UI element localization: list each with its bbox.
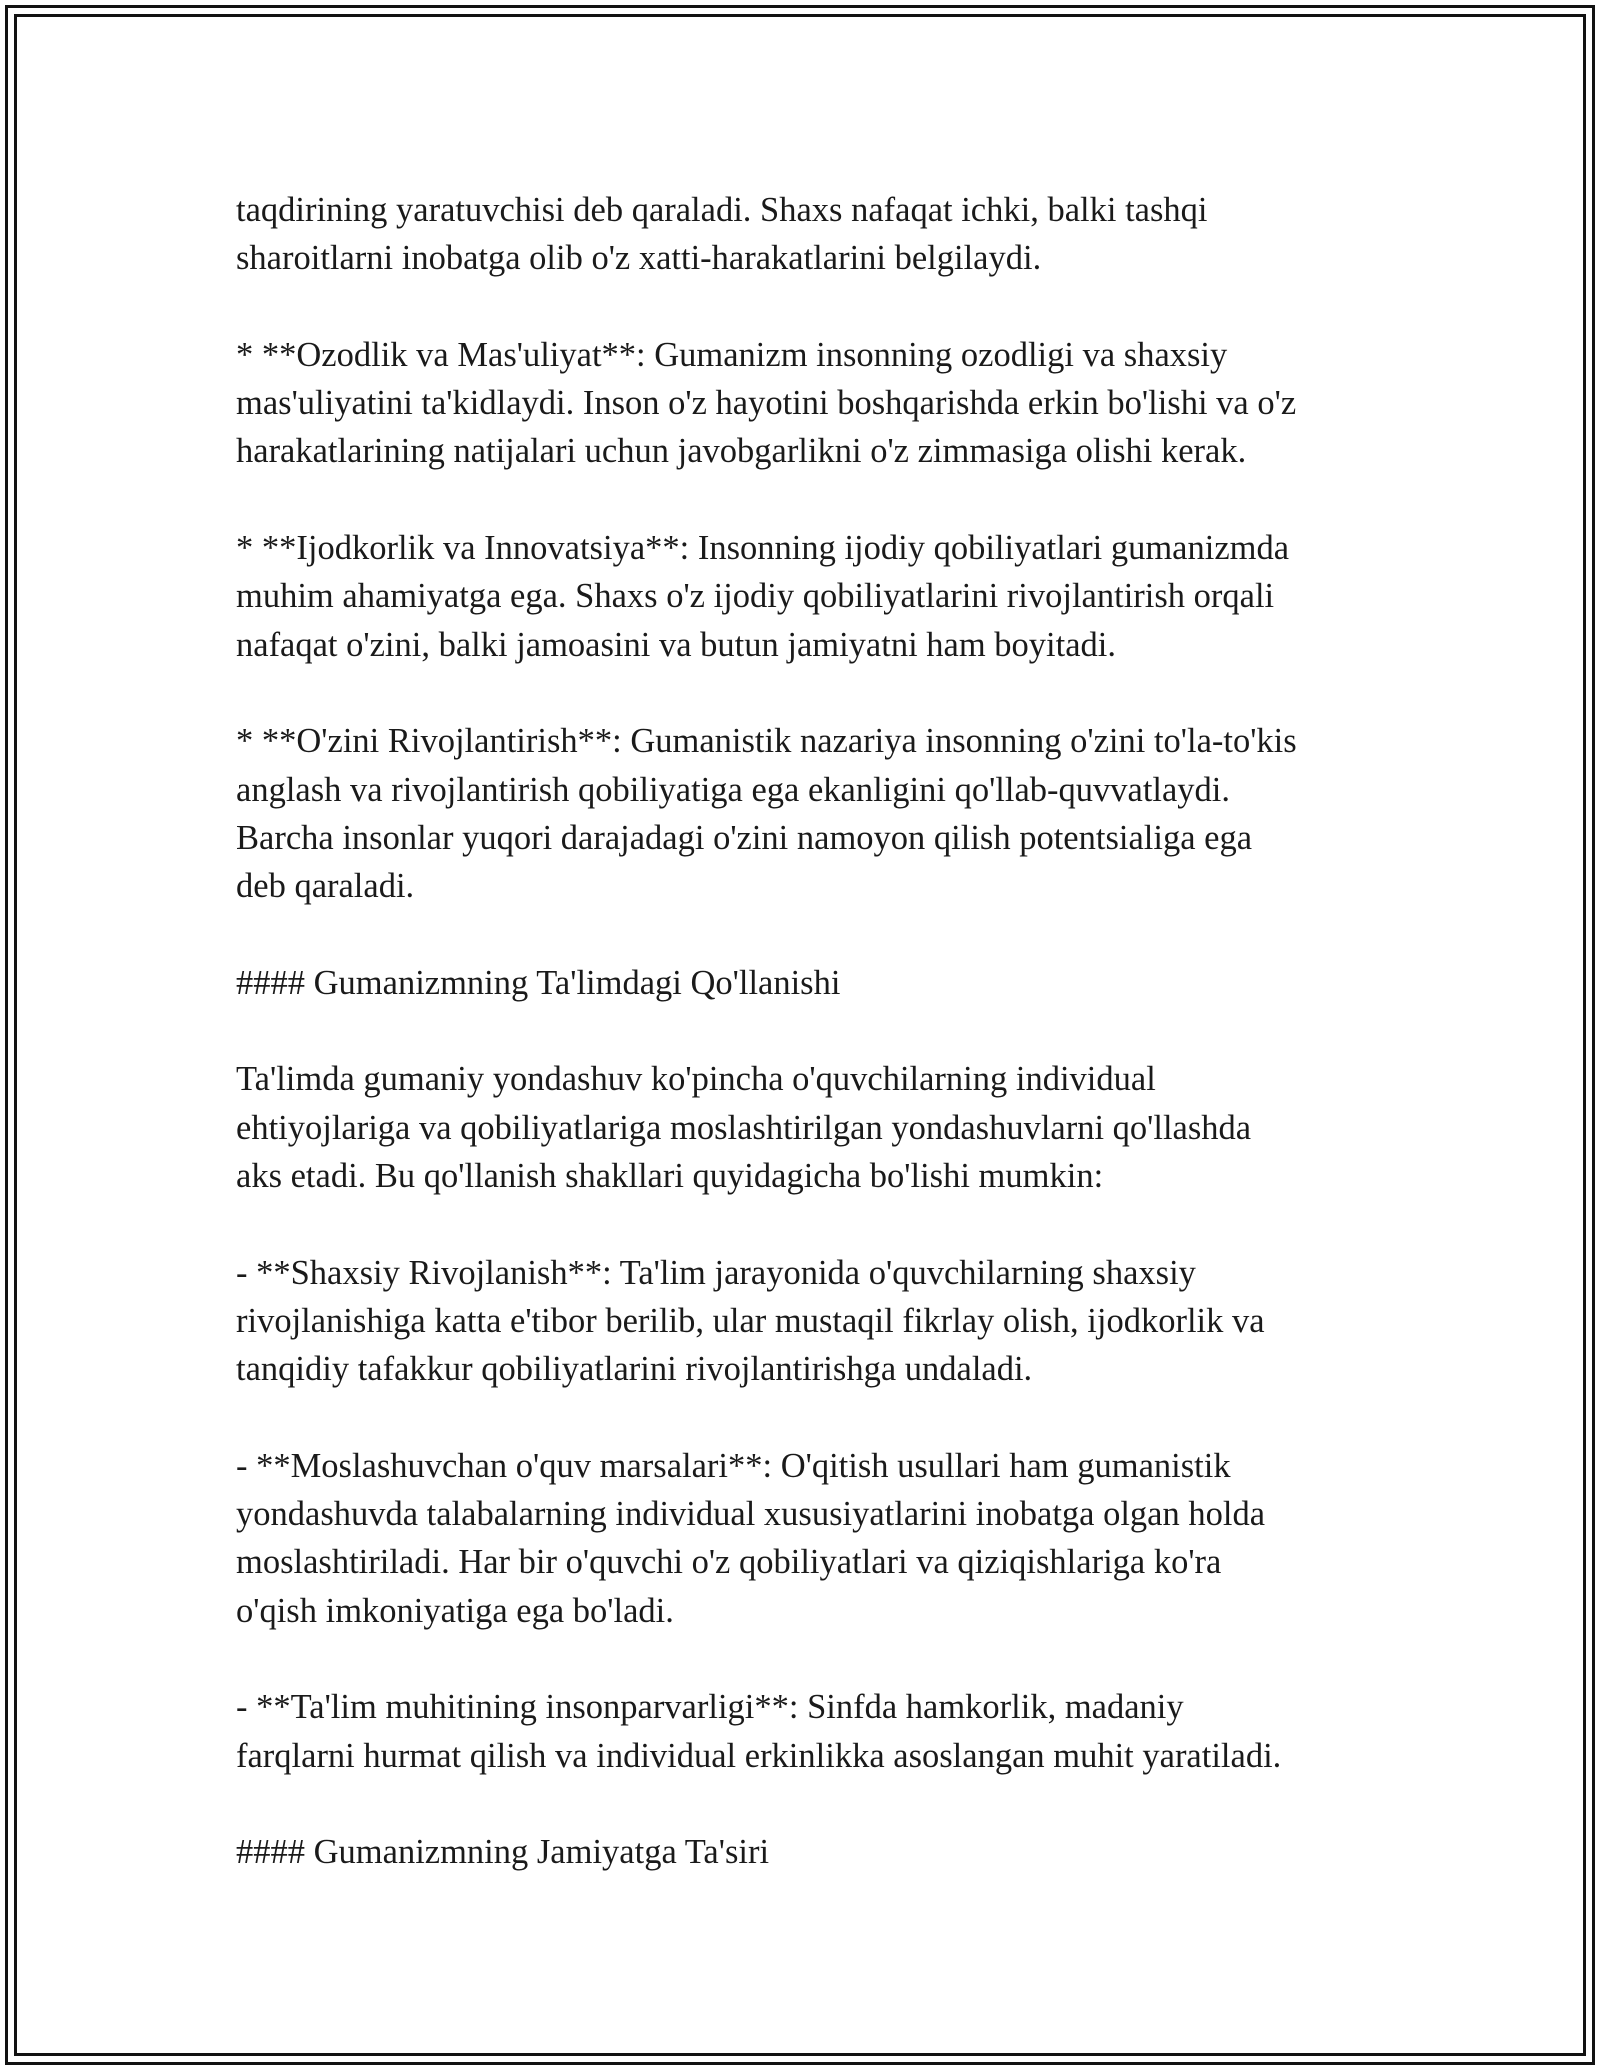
list-item-talim-muhiti: - **Ta'lim muhitining insonparvarligi**: Sinfda hamkorlik, madaniy farqlarni hurmat qilish va individual erkinlikka asoslangan muhit yaratiladi. xyxy=(236,1688,1282,1775)
section-heading-jamiyat: #### Gumanizmning Jamiyatga Ta'siri xyxy=(236,1833,770,1872)
list-item-ijodkorlik: * **Ijodkorlik va Innovatsiya**: Insonning ijodiy qobiliyatlari gumanizmda muhim ahamiyatga ega. Shaxs o'z ijodiy qobiliyatlarini rivojlantirish orqali nafaqat o'zini, balki jamoasini va butun jamiyatni ham boyitadi. xyxy=(236,529,1290,664)
paragraph-intro-continuation: taqdirining yaratuvchisi deb qaraladi. Shaxs nafaqat ichki, balki tashqi sharoitlarni inobatga olib o'z xatti-harakatlarini belgilaydi. xyxy=(236,191,1208,278)
paragraph-talim-intro: Ta'limda gumaniy yondashuv ko'pincha o'quvchilarning individual ehtiyojlariga va qobiliyatlariga moslashtirilgan yondashuvlarni qo'llashda aks etadi. Bu qo'llanish shakllari quyidagicha bo'lishi mumkin: xyxy=(236,1060,1252,1195)
document-body xyxy=(236,186,1386,1925)
list-item-ozodlik: * **Ozodlik va Mas'uliyat**: Gumanizm insonning ozodligi va shaxsiy mas'uliyatini ta'kidlaydi. Inson o'z hayotini boshqarishda erkin bo'lishi va o'z harakatlarining natijalari uchun javobgarlikni o'z zimmasiga olishi kerak. xyxy=(236,335,1297,471)
list-item-moslashuvchan: - **Moslashuvchan o'quv marsalari**: O'qitish usullari ham gumanistik yondashuvda talabalarning individual xususiyatlarini inobatga olgan holda moslashtiriladi. Har bir o'quvchi o'z qobiliyatlari va qiziqishlariga ko'ra o'qish imkoniyatiga ega bo'ladi. xyxy=(236,1446,1266,1630)
list-item-shaxsiy-rivojlanish: - **Shaxsiy Rivojlanish**: Ta'lim jarayonida o'quvchilarning shaxsiy rivojlanishiga katta e'tibor berilib, ular mustaqil fikrlay olish, ijodkorlik va tanqidiy tafakkur qobiliyatlarini rivojlantirishga undaladi. xyxy=(236,1253,1265,1389)
section-heading-talim: #### Gumanizmning Ta'limdagi Qo'llanishi xyxy=(236,963,841,1002)
list-item-ozini-rivojlantirish: * **O'zini Rivojlantirish**: Gumanistik nazariya insonning o'zini to'la-to'kis anglash va rivojlantirish qobiliyatiga ega ekanligini qo'llab-quvvatlaydi. Barcha insonlar yuqori darajadagi o'zini namoyon qilish potentsialiga ega deb qaraladi. xyxy=(236,722,1297,906)
